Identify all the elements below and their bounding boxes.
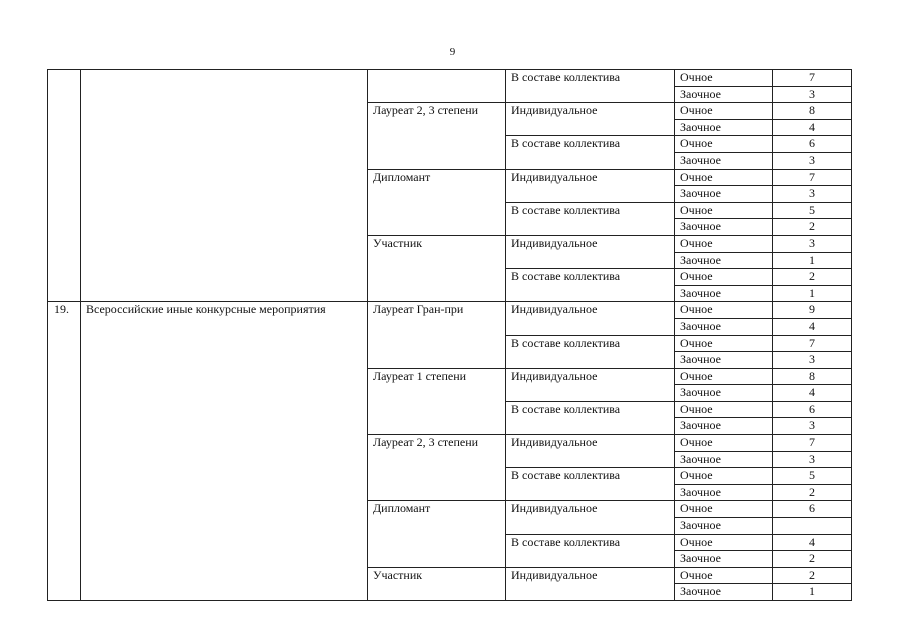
mode-cell: Очное	[675, 401, 773, 418]
mode-cell: Очное	[675, 269, 773, 286]
level-cell: Лауреат 1 степени	[368, 368, 506, 434]
score-cell: 3	[773, 86, 852, 103]
mode-cell: Очное	[675, 468, 773, 485]
mode-cell: Очное	[675, 70, 773, 87]
mode-cell: Заочное	[675, 252, 773, 269]
score-cell: 7	[773, 435, 852, 452]
score-cell: 1	[773, 584, 852, 601]
mode-cell: Очное	[675, 335, 773, 352]
page-number: 9	[449, 46, 456, 58]
participation-cell: Индивидуальное	[506, 169, 675, 202]
score-cell: 4	[773, 318, 852, 335]
event-cell	[81, 302, 368, 601]
level-cell	[368, 70, 506, 103]
mode-cell: Очное	[675, 235, 773, 252]
mode-cell: Заочное	[675, 186, 773, 203]
mode-cell: Заочное	[675, 285, 773, 302]
mode-cell: Заочное	[675, 518, 773, 535]
mode-cell: Очное	[675, 534, 773, 551]
participation-cell: В составе коллектива	[506, 534, 675, 567]
participation-cell: Индивидуальное	[506, 302, 675, 335]
participation-cell: В составе коллектива	[506, 401, 675, 434]
scoring-table	[47, 69, 852, 601]
mode-cell: Заочное	[675, 152, 773, 169]
mode-cell: Очное	[675, 302, 773, 319]
number-cell	[48, 70, 81, 302]
event-cell	[81, 70, 368, 302]
score-cell: 2	[773, 484, 852, 501]
participation-cell: В составе коллектива	[506, 269, 675, 302]
score-cell: 9	[773, 302, 852, 319]
level-cell: Дипломант	[368, 501, 506, 567]
score-cell: 5	[773, 468, 852, 485]
level-cell: Лауреат Гран-при	[368, 302, 506, 368]
score-cell: 3	[773, 418, 852, 435]
mode-cell: Очное	[675, 103, 773, 120]
mode-cell: Заочное	[675, 418, 773, 435]
number-cell: 19.	[48, 302, 81, 601]
participation-cell: В составе коллектива	[506, 468, 675, 501]
score-cell: 1	[773, 252, 852, 269]
level-cell: Дипломант	[368, 169, 506, 235]
score-cell: 6	[773, 401, 852, 418]
mode-cell: Заочное	[675, 119, 773, 136]
score-cell: 4	[773, 385, 852, 402]
participation-cell: Индивидуальное	[506, 435, 675, 468]
score-cell: 2	[773, 269, 852, 286]
participation-cell: Индивидуальное	[506, 368, 675, 401]
level-cell: Участник	[368, 235, 506, 301]
level-cell: Участник	[368, 567, 506, 600]
score-cell: 1	[773, 285, 852, 302]
mode-cell: Заочное	[675, 584, 773, 601]
mode-cell: Очное	[675, 501, 773, 518]
mode-cell: Очное	[675, 435, 773, 452]
score-cell: 3	[773, 235, 852, 252]
score-cell: 6	[773, 501, 852, 518]
score-cell: 4	[773, 534, 852, 551]
mode-cell: Заочное	[675, 352, 773, 369]
score-cell: 7	[773, 70, 852, 87]
mode-cell: Заочное	[675, 451, 773, 468]
score-cell	[773, 518, 852, 535]
score-cell: 4	[773, 119, 852, 136]
score-cell: 3	[773, 451, 852, 468]
mode-cell: Очное	[675, 202, 773, 219]
mode-cell: Заочное	[675, 219, 773, 236]
event-text: Всероссийские иные конкурсные мероприятия	[86, 302, 326, 317]
mode-cell: Заочное	[675, 318, 773, 335]
level-cell: Лауреат 2, 3 степени	[368, 103, 506, 169]
score-cell: 7	[773, 335, 852, 352]
participation-cell: Индивидуальное	[506, 103, 675, 136]
mode-cell: Заочное	[675, 551, 773, 568]
participation-cell: Индивидуальное	[506, 567, 675, 600]
participation-cell: В составе коллектива	[506, 70, 675, 103]
participation-cell: В составе коллектива	[506, 202, 675, 235]
score-cell: 2	[773, 551, 852, 568]
score-cell: 3	[773, 352, 852, 369]
score-cell: 3	[773, 152, 852, 169]
level-cell: Лауреат 2, 3 степени	[368, 435, 506, 501]
mode-cell: Очное	[675, 136, 773, 153]
score-cell: 6	[773, 136, 852, 153]
mode-cell: Заочное	[675, 86, 773, 103]
participation-cell: Индивидуальное	[506, 501, 675, 534]
participation-cell: В составе коллектива	[506, 136, 675, 169]
score-cell: 5	[773, 202, 852, 219]
score-cell: 3	[773, 186, 852, 203]
score-cell: 2	[773, 219, 852, 236]
table-row	[48, 302, 852, 319]
mode-cell: Заочное	[675, 385, 773, 402]
score-cell: 2	[773, 567, 852, 584]
mode-cell: Очное	[675, 567, 773, 584]
mode-cell: Очное	[675, 169, 773, 186]
score-cell: 7	[773, 169, 852, 186]
table-row	[48, 70, 852, 87]
participation-cell: В составе коллектива	[506, 335, 675, 368]
score-cell: 8	[773, 103, 852, 120]
mode-cell: Заочное	[675, 484, 773, 501]
participation-cell: Индивидуальное	[506, 235, 675, 268]
mode-cell: Очное	[675, 368, 773, 385]
score-cell: 8	[773, 368, 852, 385]
